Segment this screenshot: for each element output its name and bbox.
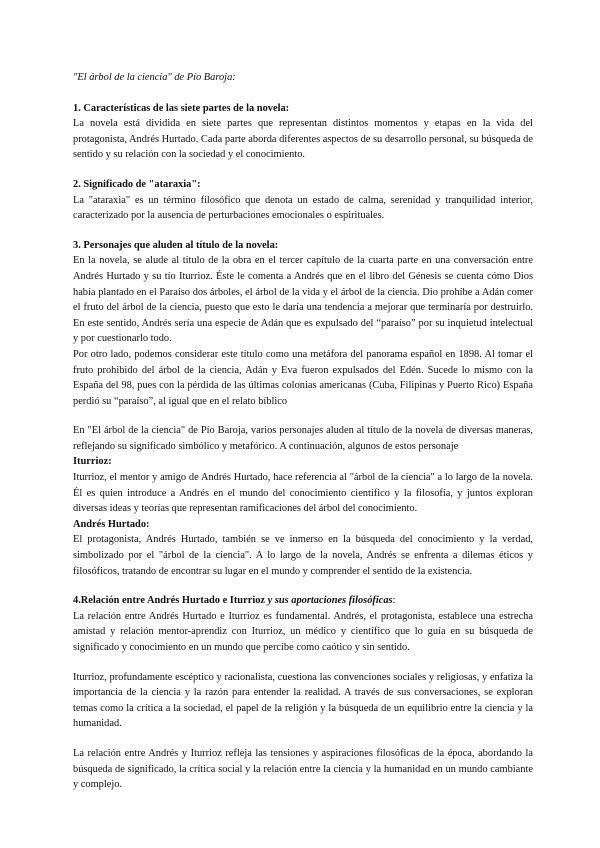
iturrioz-text: Iturrioz, el mentor y amigo de Andrés Hurtado, hace referencia al "árbol de la ciencia" a lo largo de la novela. Él es quien introduce a Andrés en el mundo del conocimiento científico y la filosofía, y juntos exploran diversas ideas y teorías que representan ramificaciones del árbol del conocimiento.	[73, 472, 533, 515]
paragraph-gap	[73, 732, 533, 746]
section-1	[73, 101, 533, 163]
section-4-heading	[73, 593, 533, 609]
iturrioz-label: Iturrioz:	[73, 456, 112, 468]
section-4	[73, 593, 533, 793]
section-3-paragraph-3: En "El árbol de la ciencia" de Pío Baroja, varios personajes aluden al título de la novela de diversas maneras, reflejando su significado simbólico y metafórico. A continuación, algunos de estos personaje	[73, 425, 533, 452]
section-3-paragraph-2: Por otro lado, podemos considerar este título como una metáfora del panorama español en 1898. Al tomar el fruto prohibido del árbol de la ciencia, Adán y Eva fueron expulsados del Edén. Sucede lo mismo con la España del 98, pues con la pérdida de las últimas colonias americanas (Cuba, Filipinas y Puerto Rico) España perdió su “paraíso”, al igual que en el relato bíblico	[73, 348, 533, 407]
section-3	[73, 238, 533, 579]
section-4-paragraph-1: La relación entre Andrés Hurtado e Iturrioz es fundamental. Andrés, el protagonista, establece una estrecha amistad y relación mentor-aprendiz con Iturrioz, un médico y científico que lo guía en su búsqueda de significado y conocimiento en un mundo que percibe como caótico y sin sentido.	[73, 610, 533, 653]
section-3-heading: 3. Personajes que aluden al título de la novela:	[73, 239, 279, 251]
paragraph-gap	[73, 656, 533, 670]
section-3-paragraph-1: En la novela, se alude al título de la obra en el tercer capítulo de la cuarta parte en una conversación entre Andrés Hurtado y su tío Iturrioz. Éste le comenta a Andrés que en el libro del Génesis se cuenta cómo Dios había plantado en el Paraíso dos árboles, el árbol de la vida y el árbol de la ciencia. Dio prohíbe a Adán comer el fruto del árbol de la ciencia, puesto que esto le daría una tendencia a mejorar que terminaría por destruirlo. En este sentido, Andrés sería una especie de Adán que es expulsado del “paraíso” por su inquietud intelectual y por cuestionarlo todo.	[73, 255, 533, 345]
paragraph-gap	[73, 409, 533, 423]
section-4-paragraph-3: La relación entre Andrés y Iturrioz refleja las tensiones y aspiraciones filosóficas de la época, abordando la búsqueda de significado, la crítica social y la relación entre la ciencia y la humanidad en un mundo cambiante y complejo.	[73, 747, 533, 791]
section-4-heading-suffix: :	[392, 595, 396, 607]
andres-label: Andrés Hurtado:	[73, 518, 150, 530]
section-1-text: La novela está dividida en siete partes que representan distintos momentos y etapas en la vida del protagonista, Andrés Hurtado. Cada parte aborda diferentes aspectos de su desarrollo personal, su búsqueda de sentido y su relación con la sociedad y el conocimiento.	[73, 118, 533, 161]
section-2	[73, 177, 533, 224]
section-1-heading: 1. Características de las siete partes de la novela:	[73, 102, 290, 114]
andres-text: El protagonista, Andrés Hurtado, también se ve inmerso en la búsqueda del conocimiento y la verdad, simbolizado por el "árbol de la ciencia". A lo largo de la novela, Andrés se enfrenta a dilemas éticos y filosóficos, tratando de encontrar su lugar en el mundo y comprender el sentido de la existencia.	[73, 534, 533, 577]
document-body	[73, 70, 533, 807]
document-title: "El árbol de la ciencia" de Pío Baroja:	[73, 72, 236, 83]
section-2-heading: 2. Significado de "ataraxia":	[73, 178, 201, 190]
section-4-heading-prefix: 4.Relación entre Andrés Hurtado e Iturrioz	[73, 595, 266, 607]
section-2-text: La "ataraxia" es un término filosófico que denota un estado de calma, serenidad y tranquilidad interior, caracterizado por la ausencia de perturbaciones emocionales o espirituales.	[73, 194, 533, 222]
section-4-paragraph-2: Iturrioz, profundamente escéptico y racionalista, cuestiona las convenciones sociales y religiosas, y enfatiza la importancia de la ciencia y la razón para entender la realidad. A través de sus conversaciones, se exploran temas como la crítica a la sociedad, el papel de la religión y la búsqueda de un equilibrio entre la ciencia y la humanidad.	[73, 671, 533, 730]
section-4-heading-italic: y sus aportaciones filosóficas	[265, 595, 393, 607]
